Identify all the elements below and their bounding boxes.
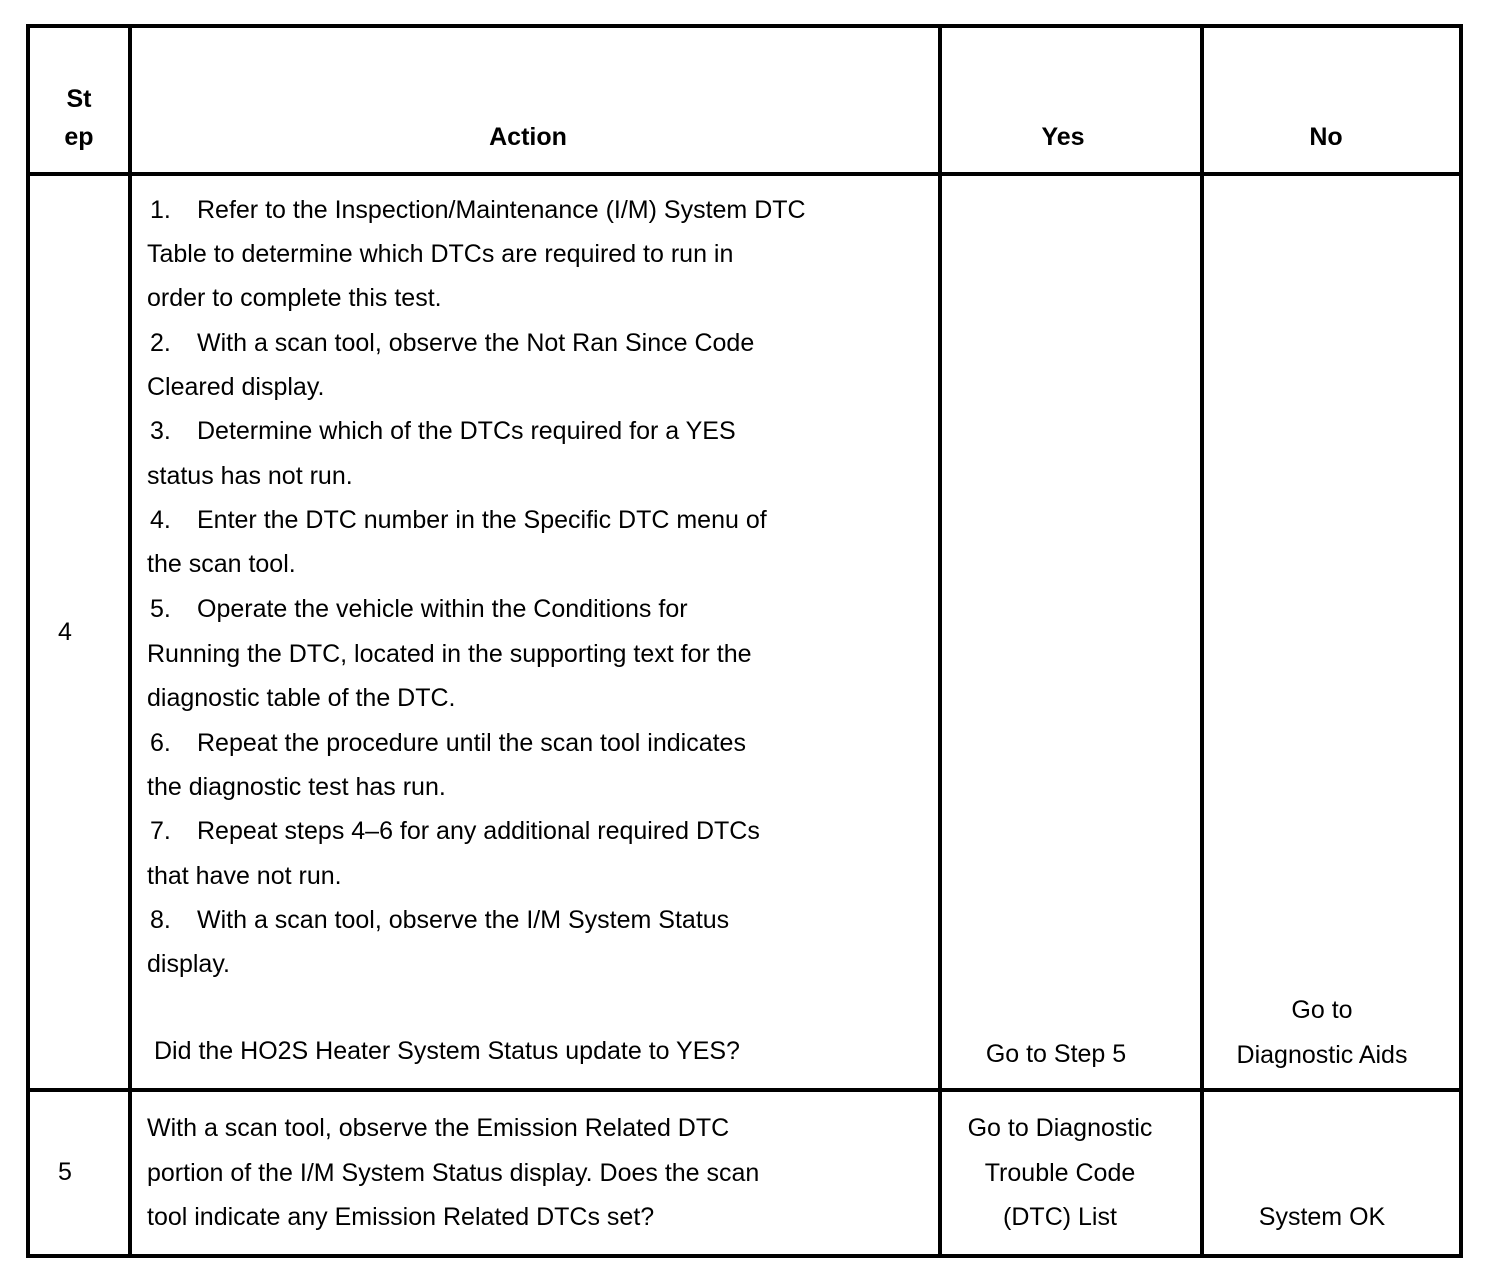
item-text: With a scan tool, observe the I/M System Status <box>197 906 730 934</box>
header-divider <box>26 172 1463 176</box>
list-item <box>147 817 760 846</box>
list-item <box>147 506 767 535</box>
list-item-continued: Table to determine which DTCs are required to run in <box>147 240 734 268</box>
row4-no-line2: Diagnostic Aids <box>1236 1040 1408 1069</box>
list-item <box>147 906 729 935</box>
table-border-left <box>26 24 30 1258</box>
item-text: Repeat steps 4–6 for any additional required DTCs <box>197 817 760 845</box>
table-border-top <box>26 24 1463 28</box>
list-item <box>147 729 746 758</box>
row5-action-line: With a scan tool, observe the Emission Related DTC <box>147 1114 730 1142</box>
item-number: 8. <box>150 906 171 934</box>
row5-action-line: portion of the I/M System Status display. Does the scan <box>147 1158 760 1187</box>
row5-action-line: tool indicate any Emission Related DTCs set? <box>147 1203 655 1231</box>
row4-question: Did the HO2S Heater System Status update to YES? <box>154 1037 740 1065</box>
item-number: 1. <box>150 196 171 224</box>
header-yes: Yes <box>1041 123 1085 151</box>
table-border-bottom <box>26 1254 1463 1258</box>
list-item-continued: status has not run. <box>147 462 353 490</box>
row5-yes-line1: Go to Diagnostic <box>967 1114 1153 1142</box>
item-text: Refer to the Inspection/Maintenance (I/M) System DTC <box>197 196 806 224</box>
table-border-right <box>1459 24 1463 1258</box>
row4-yes: Go to Step 5 <box>985 1040 1127 1068</box>
item-number: 2. <box>150 329 171 357</box>
header-step <box>30 80 128 156</box>
item-text: Determine which of the DTCs required for a YES <box>197 417 736 445</box>
item-text: With a scan tool, observe the Not Ran Since Code <box>197 329 755 357</box>
item-number: 4. <box>150 506 171 534</box>
header-action: Action <box>489 123 567 151</box>
list-item <box>147 329 754 358</box>
row5-no: System OK <box>1258 1203 1386 1231</box>
row5-yes-line2: Trouble Code <box>984 1158 1136 1187</box>
item-text: Repeat the procedure until the scan tool indicates <box>197 729 746 757</box>
list-item-continued: the scan tool. <box>147 550 296 578</box>
row-divider <box>26 1088 1463 1092</box>
header-step-line1: St <box>66 85 92 113</box>
list-item <box>147 595 688 624</box>
column-divider-action <box>128 24 132 1258</box>
list-item <box>147 196 806 225</box>
row5-action <box>147 1106 759 1240</box>
row4-step: 4 <box>58 618 72 646</box>
list-item-continued: Cleared display. <box>147 373 325 401</box>
list-item-continued: the diagnostic test has run. <box>147 773 446 801</box>
header-step-line2: ep <box>64 123 94 151</box>
item-number: 5. <box>150 595 171 623</box>
list-item-continued: display. <box>147 950 230 978</box>
item-number: 6. <box>150 729 171 757</box>
row5-step: 5 <box>58 1158 72 1186</box>
header-no: No <box>1309 123 1343 151</box>
row5-yes-line3: (DTC) List <box>1003 1203 1117 1231</box>
list-item-continued: Running the DTC, located in the supporting text for the <box>147 640 752 668</box>
item-text: Operate the vehicle within the Conditions for <box>197 595 688 623</box>
list-item <box>147 417 736 446</box>
item-number: 3. <box>150 417 171 445</box>
list-item-continued: diagnostic table of the DTC. <box>147 684 456 712</box>
row5-yes <box>942 1106 1178 1240</box>
item-number: 7. <box>150 817 171 845</box>
item-text: Enter the DTC number in the Specific DTC menu of <box>197 506 767 534</box>
row4-no <box>1204 988 1440 1077</box>
list-item-continued: order to complete this test. <box>147 284 442 312</box>
row4-no-line1: Go to <box>1291 996 1353 1024</box>
list-item-continued: that have not run. <box>147 862 342 890</box>
